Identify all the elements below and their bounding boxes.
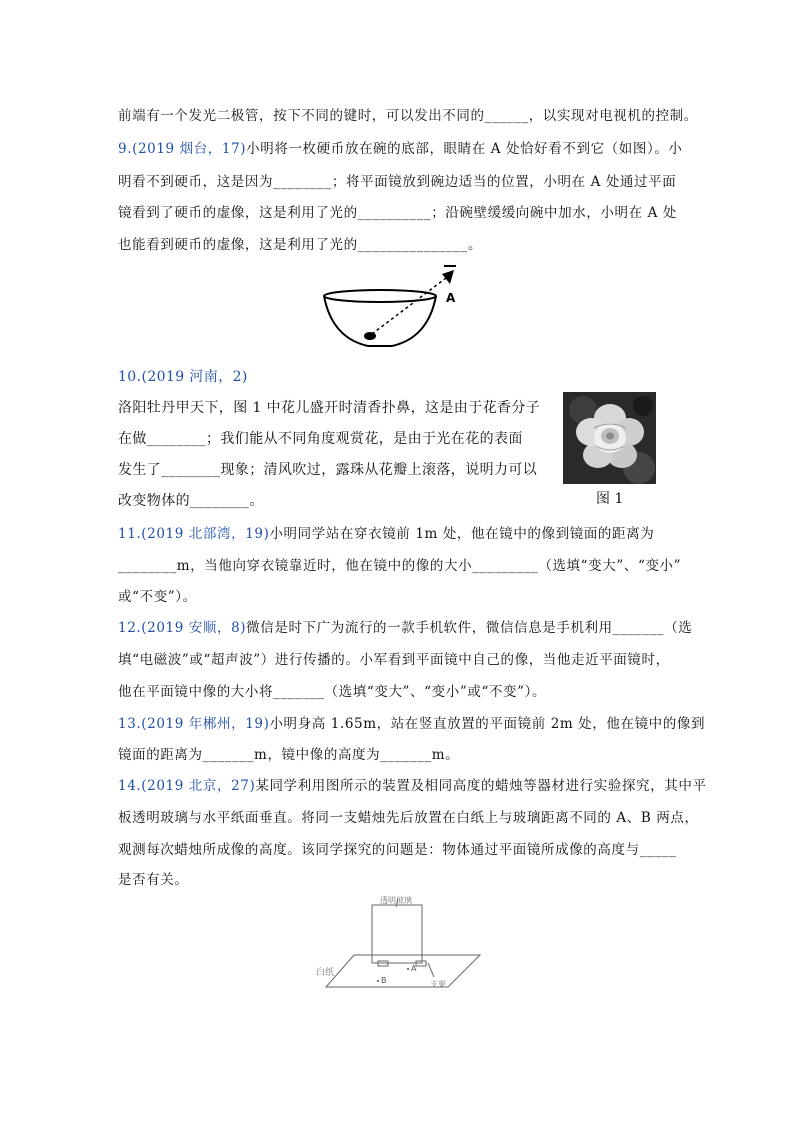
- q9-line-4: 也能看到硬币的虚像，这是利用了光的_______________。: [118, 237, 483, 253]
- figure-1-caption: 图 1: [596, 491, 624, 507]
- q12-line-1: [118, 616, 692, 636]
- stand-pointer-line: [428, 963, 434, 977]
- q10-line-1: 洛阳牡丹甲天下，图 1 中花儿盛开时清香扑鼻，这是由于花香分子: [118, 400, 541, 416]
- glass-plate: [372, 905, 422, 963]
- point-a-label: A: [446, 291, 456, 305]
- q13-number: 13.: [118, 716, 142, 732]
- paper-label: 白纸: [316, 968, 335, 978]
- q9-source: (2019 烟台，17): [132, 141, 247, 157]
- q11-text: 小明同学站在穿衣镜前 1m 处，他在镜中的像到镜面的距离为: [269, 526, 655, 542]
- peony-photo: [563, 392, 656, 484]
- q11-line-1: [118, 522, 654, 542]
- q13-source: (2019 年郴州，19): [141, 716, 270, 732]
- q14-line-3: 观测每次蜡烛所成像的高度。该同学探究的问题是：物体通过平面镜所成像的高度与_____: [118, 842, 677, 858]
- q9-line-3: 镜看到了硬币的虚像，这是利用了光的__________；沿碗壁缓缓向碗中加水，小明在 A 处: [118, 205, 677, 221]
- point-b-label: B: [381, 976, 387, 985]
- bowl-coin-figure: [320, 262, 480, 358]
- q10-line-3: 发生了________现象；清风吹过，露珠从花瓣上滚落，说明力可以: [118, 462, 538, 478]
- point-a-label: A: [411, 964, 417, 973]
- point-b-dot: [377, 980, 379, 982]
- q14-line-2: 板透明玻璃与水平纸面垂直。将同一支蜡烛先后放置在白纸上与玻璃距离不同的 A、B 两点，: [118, 810, 699, 826]
- stand-label: 支架: [430, 980, 446, 989]
- q10-heading: [118, 366, 248, 386]
- q10-line-2: 在做________；我们能从不同角度观赏花，是由于光在花的表面: [118, 431, 523, 447]
- q14-line-1: [118, 774, 707, 794]
- q13-line-2: 镜面的距离为_______m，镜中像的高度为_______m。: [118, 747, 460, 763]
- eye-icon: [442, 270, 454, 284]
- q9-text: 小明将一枚硬币放在碗的底部，眼睛在 A 处恰好看不到它（如图）。小: [246, 141, 683, 157]
- q11-line-3: 或“不变”）。: [118, 589, 197, 605]
- q8-line-1: 前端有一个发光二极管，按下不同的键时，可以发出不同的______，以实现对电视机的控制。: [118, 108, 698, 124]
- point-a-dot: [407, 968, 409, 970]
- q14-line-4: 是否有关。: [118, 872, 189, 888]
- q14-number: 14.: [118, 778, 142, 794]
- paper-sheet: [326, 955, 480, 987]
- q9-line-1: [118, 137, 683, 157]
- bowl-body: [324, 296, 436, 346]
- q11-number: 11.: [118, 526, 142, 542]
- q12-number: 12.: [118, 620, 142, 636]
- sight-line: [372, 278, 446, 334]
- q9-number: 9.: [118, 141, 133, 157]
- q12-line-3: 他在平面镜中像的大小将_______（选填“变大”、“变小”或“不变”）。: [118, 684, 547, 700]
- q9-line-2: 明看不到硬币，这是因为________；将平面镜放到碗边适当的位置，小明在 A 处通过平面: [118, 174, 677, 190]
- q14-source: (2019 北京，27): [141, 778, 256, 794]
- q12-source: (2019 安顺，8): [141, 620, 247, 636]
- q11-source: (2019 北部湾，19): [141, 526, 270, 542]
- q11-line-2: ________m，当他向穿衣镜靠近时，他在镜中的像的大小_________（选填“变大”、“变小”: [118, 558, 682, 574]
- glass-label: 透明玻璃: [380, 896, 412, 905]
- mirror-apparatus-figure: [312, 895, 494, 1000]
- q10-source: (2019 河南，2): [141, 369, 248, 385]
- q13-line-1: [118, 712, 705, 732]
- q10-line-4: 改变物体的________。: [118, 493, 264, 509]
- q10-number: 10.: [118, 369, 142, 385]
- q12-text: 微信是时下广为流行的一款手机软件，微信信息是手机利用_______（选: [246, 620, 693, 636]
- q12-line-2: 填“电磁波”或“超声波”）进行传播的。小军看到平面镜中自己的像，当他走近平面镜时，: [118, 652, 670, 668]
- q13-text: 小明身高 1.65m，站在竖直放置的平面镜前 2m 处，他在镜中的像到: [269, 716, 706, 732]
- q14-text: 某同学利用图所示的装置及相同高度的蜡烛等器材进行实验探究，其中平: [255, 778, 707, 794]
- bowl-rim: [324, 290, 436, 302]
